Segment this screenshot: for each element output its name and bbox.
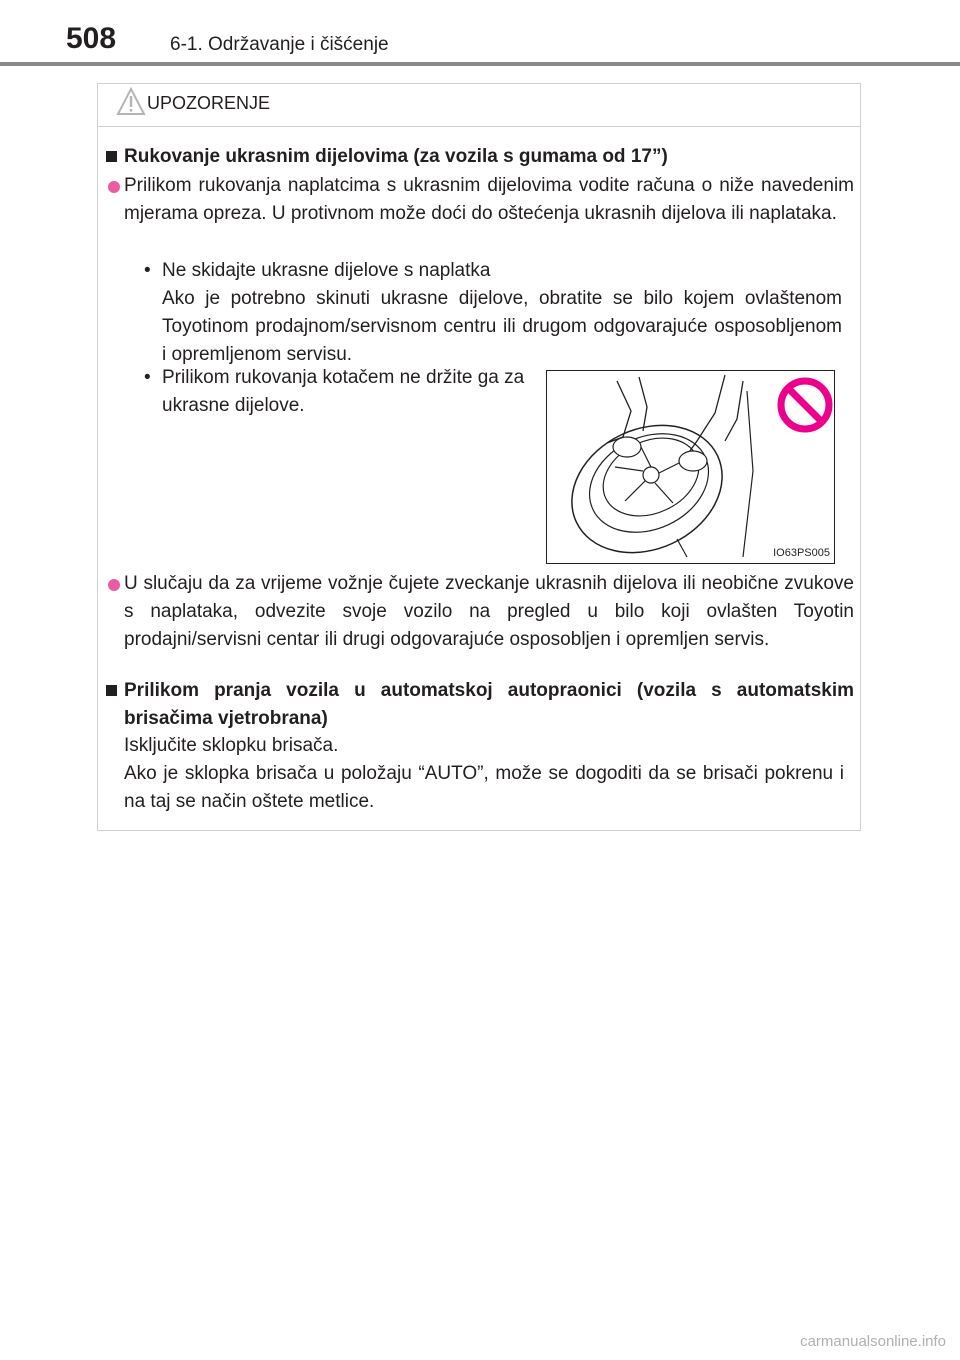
wheel-illustration-icon [547,371,834,563]
sub-bullet-marker: • [144,260,151,281]
round-bullet-icon [108,579,120,591]
sub-bullet-marker: • [144,367,151,388]
carwash-instruction: Isključite sklopku brisača. [124,735,339,756]
figure-code: IO63PS005 [773,547,830,559]
warning-header [98,84,860,127]
header-rule [0,62,960,66]
prohibition-icon [781,381,829,429]
warning-box [97,83,861,831]
rattling-advice: U slučaju da za vrijeme vožnje čujete zveckanje ukrasnih dijelova ili neobične zvukove s naplataka, odvezite svoje vozilo na pregled u bilo koji ovlašten Toyotin prodajni/servisni centar ili drugi odgovarajuće osposobljen i opremljen servis. [124,573,854,650]
sub-item-body: Ako je potrebno skinuti ukrasne dijelove, obratite se bilo kojem ovlaštenom Toyotinom prodajnom/servisnom centru ili drugom odgovarajuće osposobljenom i opremljenom servisu. [162,288,842,365]
wheel-handling-illustration [546,370,835,564]
warning-triangle-icon [116,87,146,117]
sub-item-title: Ne skidajte ukrasne dijelove s naplatka [162,260,491,281]
warning-title: UPOZORENJE [147,93,271,113]
square-bullet-icon [106,685,117,696]
section-heading-trim: Rukovanje ukrasnim dijelovima (za vozila s gumama od 17”) [124,146,668,167]
round-bullet-icon [108,181,120,193]
section-title: 6-1. Održavanje i čišćenje [170,34,389,55]
square-bullet-icon [106,151,117,162]
watermark: carmanualsonline.info [800,1333,946,1350]
sub-item-wheel-handling: Prilikom rukovanja kotačem ne držite ga za ukrasne dijelove. [162,367,525,416]
carwash-explanation: Ako je sklopka brisača u položaju “AUTO”, može se dogoditi da se brisači pokrenu i na taj se način oštete metlice. [124,763,844,812]
page-number: 508 [66,22,117,55]
trim-handling-intro: Prilikom rukovanja naplatcima s ukrasnim dijelovima vodite računa o niže navedenim mjerama opreza. U protivnom može doći do oštećenja ukrasnih dijelova ili naplataka. [124,175,854,224]
section-heading-carwash: Prilikom pranja vozila u automatskoj autopraonici (vozila s automatskim brisačima vjetrobrana) [124,680,854,729]
